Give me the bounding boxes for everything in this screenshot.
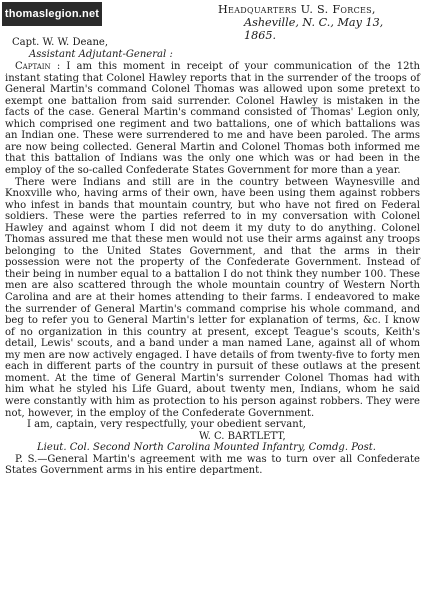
recipient-role: Assistant Adjutant-General : bbox=[29, 48, 173, 60]
paragraph-1 bbox=[5, 61, 420, 176]
recipient-name: Capt. W. W. Deane, bbox=[12, 37, 109, 48]
closing-line: I am, captain, very respectfully, your obedient servant, bbox=[27, 419, 306, 431]
paragraph-2 bbox=[5, 177, 420, 419]
headquarters-line: Headquarters U. S. Forces, bbox=[218, 3, 376, 16]
letter-body bbox=[5, 37, 420, 477]
place-date-line: Asheville, N. C., May 13, 1865. bbox=[244, 16, 384, 42]
signature-rank: Lieut. Col. Second North Carolina Mounted Infantry, Comdg. Post. bbox=[37, 442, 376, 454]
paragraph-1-text: I am this moment in receipt of your communication of the 12th instant stating that Colonel Hawley reports that in the surrender of the troops of General Martin's command Colonel Thomas was allowed upon some pretext to exempt one battalion from said surrender. Colonel Hawley is mistaken in the facts of the case. General Martin's command consisted of Thomas' Legion only, which comprised one regiment and two battalions, one of which battalions was an Indian one. These were surrendered to me and have been paroled. The arms are now being collected. General Martin and Colonel Thomas both informed me that this battalion of Indians was the only one which was or had been in the employ of the so-called Confederate States Government for more than a year. bbox=[5, 61, 421, 177]
salutation: Captain : bbox=[15, 61, 61, 73]
site-watermark: thomaslegion.net bbox=[2, 2, 102, 26]
signature-name: W. C. BARTLETT, bbox=[199, 430, 286, 442]
paragraph-2-text: There were Indians and still are in the country between Waynesville and Knoxville who, having arms of their own, have been using them against robbers who infest in bands that mountain country, but who have not fired on Federal soldiers. These were the parties referred to in my conversation with Colonel Hawley and against whom I did not deem it my duty to do anything. Colonel Thomas assured me that these men would not use their arms against any troops belonging to the United States Government, and that the arms in their possession were not the property of the Confederate Government. Instead of their being in number equal to a battalion I do not think they number 100. These men are also scattered through the whole mountain country of Western North Carolina and are at their homes attending to their farms. I endeavored to make the surrender of General Martin's command comprise his whole command, and beg to refer you to General Martin's letter for explanation of terms, &c. I know of no organization in this country at present, except Teague's scouts, Keith's detail, Lewis' scouts, and a band under a man named Lane, against all of whom my men are now actively engaged. I have details of from twenty-five to forty men each in different parts of the country in pursuit of these outlaws at the present moment. At the time of General Martin's surrender Colonel Thomas had with him what he styled his Life Guard, about twenty men, Indians, whom he said were constantly with him as protection to his person against robbers. They were not, however, in the employ of the Confederate Government. bbox=[5, 176, 420, 419]
postscript: P. S.—General Martin's agreement with me was to turn over all Confederate States Government arms in his entire department. bbox=[5, 453, 420, 477]
